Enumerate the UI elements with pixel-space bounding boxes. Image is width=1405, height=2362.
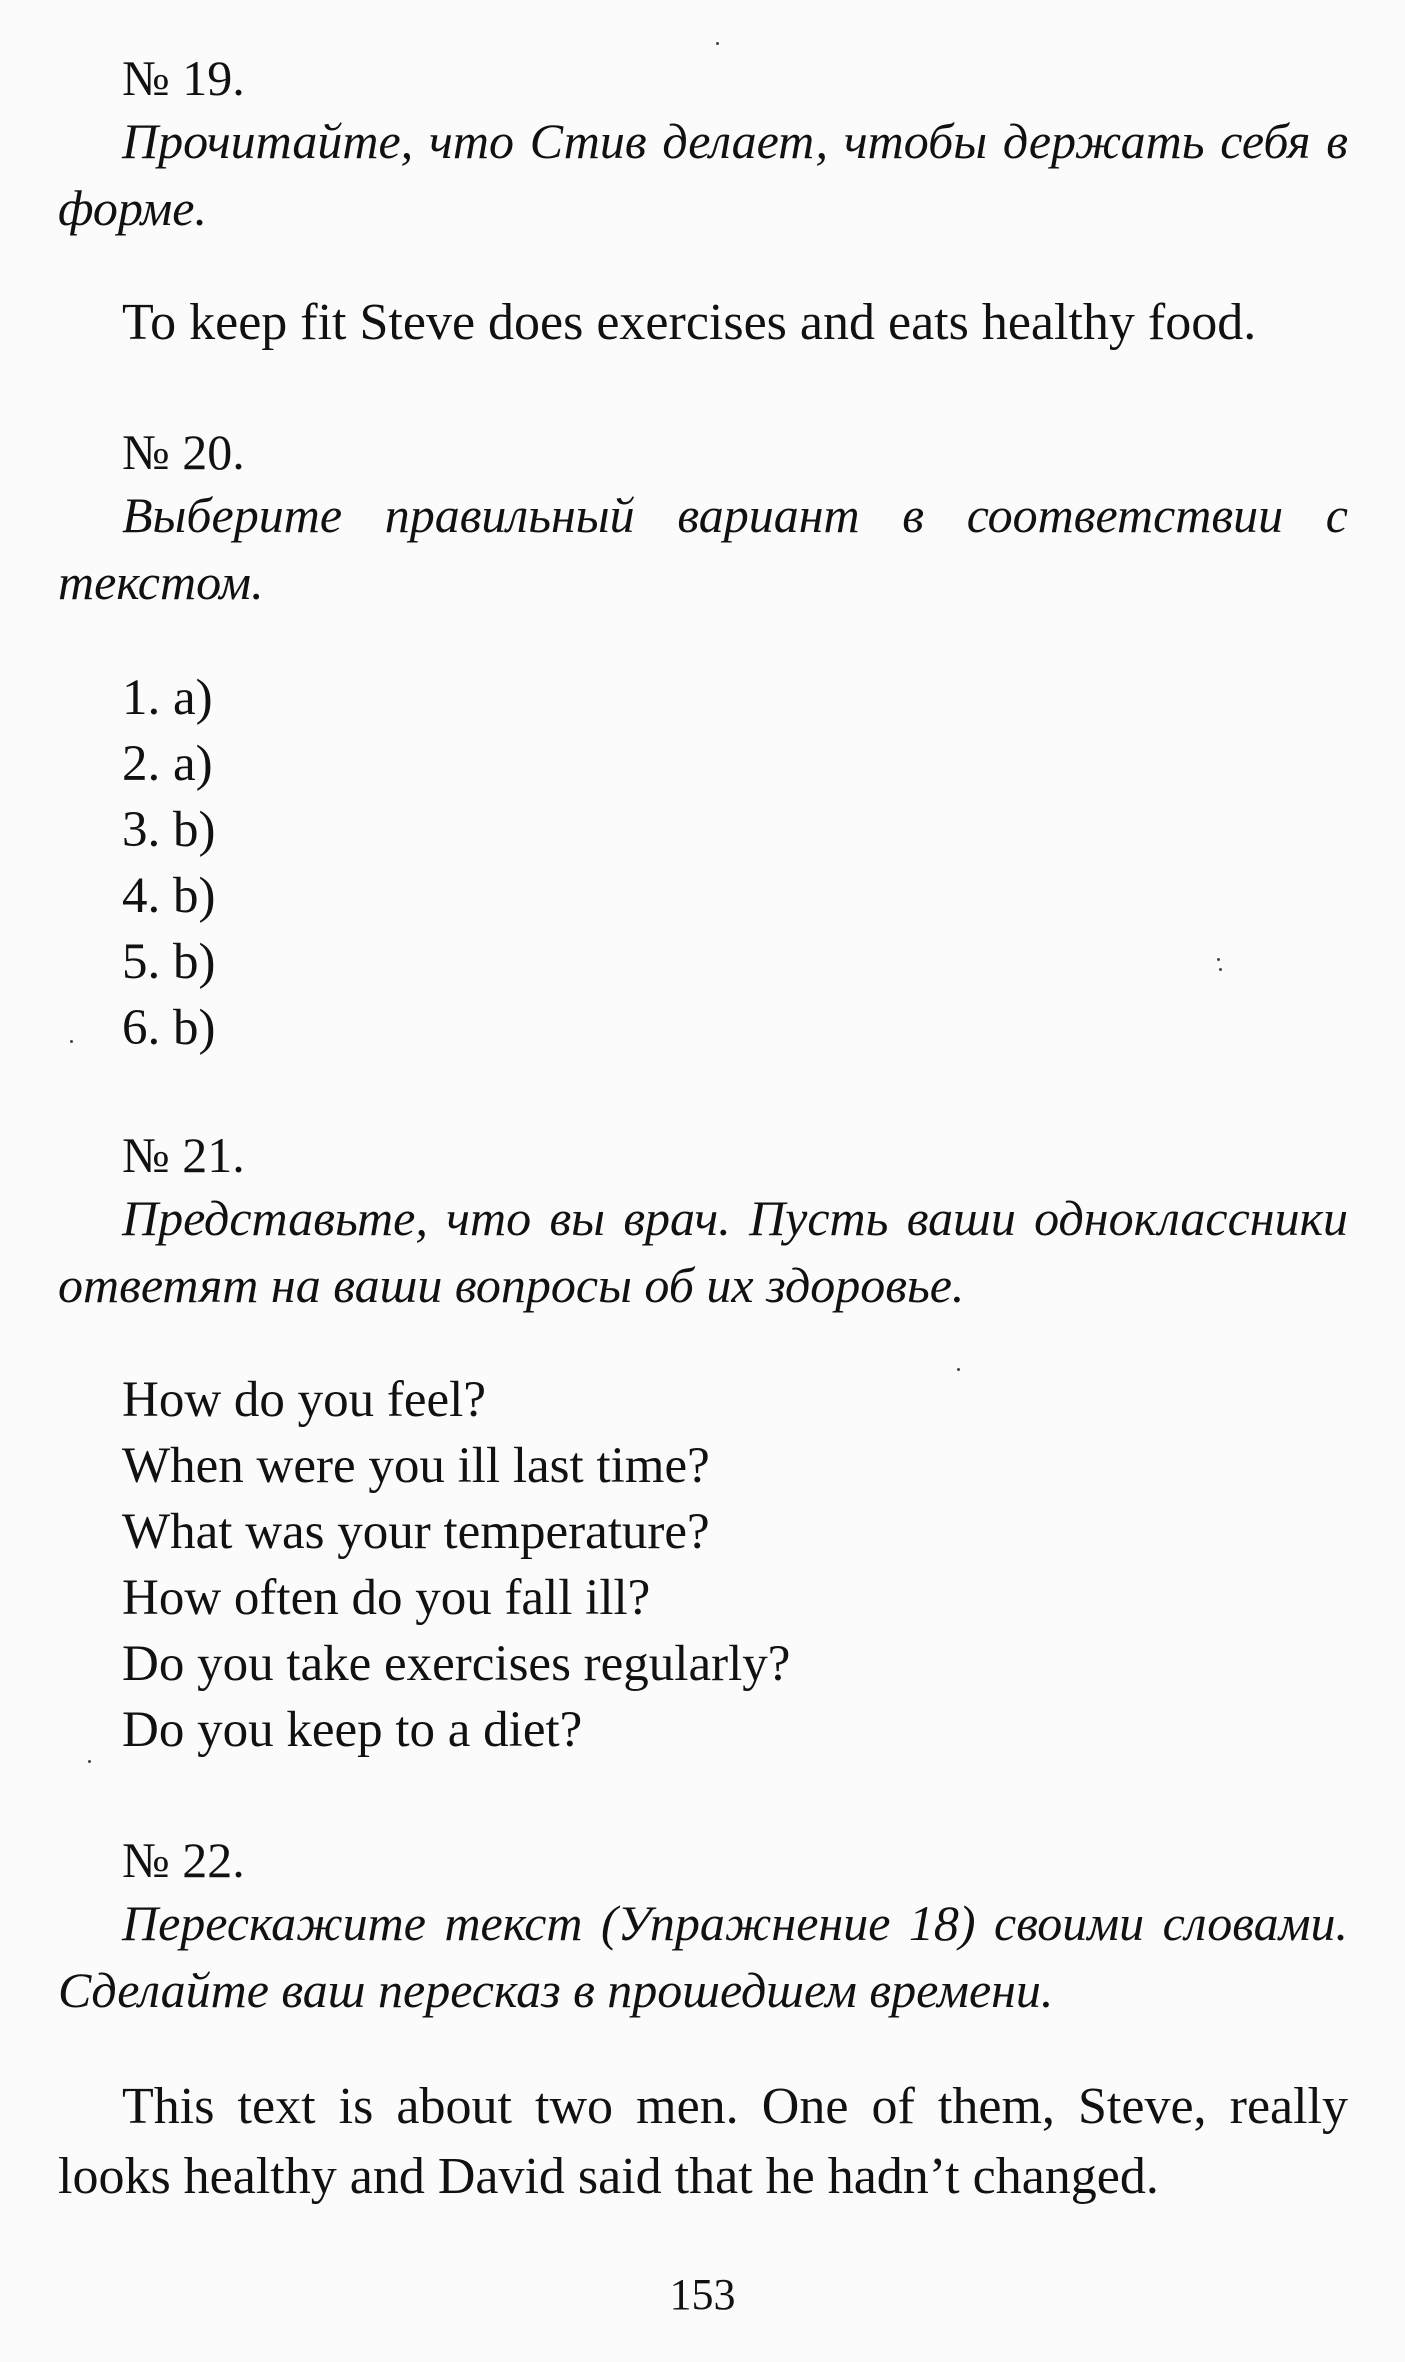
scan-speck <box>70 1040 73 1043</box>
list-item: 6. b) <box>122 1000 216 1056</box>
exercise-21-number: № 21. <box>122 1127 245 1183</box>
scan-speck <box>957 1368 960 1371</box>
list-item: 4. b) <box>122 868 216 924</box>
list-item: How often do you fall ill? <box>122 1570 651 1626</box>
exercise-21-questions <box>58 1367 1348 1763</box>
list-item: How do you feel? <box>122 1372 486 1428</box>
exercise-19-answer: To keep fit Steve does exercises and eats healthy food. <box>122 294 1257 351</box>
list-item: 3. b) <box>122 802 216 858</box>
exercise-22-answer-block <box>58 2072 1348 2212</box>
scan-speck <box>88 1760 91 1763</box>
exercise-19-answer-block <box>58 288 1348 358</box>
exercise-22-number: № 22. <box>122 1832 245 1888</box>
exercise-20 <box>58 422 1348 616</box>
exercise-19-instruction: Прочитайте, что Стив делает, чтобы держать себя в форме. <box>58 113 1348 236</box>
exercise-20-answers <box>58 665 1348 1061</box>
list-item: What was your temperature? <box>122 1504 710 1560</box>
list-item: 2. a) <box>122 736 213 792</box>
exercise-19-number: № 19. <box>122 50 245 106</box>
exercise-20-instruction: Выберите правильный вариант в соответствии с текстом. <box>58 487 1348 610</box>
scan-speck <box>1217 958 1220 961</box>
exercise-22-instruction: Перескажите текст (Упражнение 18) своими словами. Сделайте ваш пересказ в прошедшем времени. <box>58 1895 1348 2018</box>
scan-speck <box>716 42 719 45</box>
list-item: Do you take exercises regularly? <box>122 1636 791 1692</box>
exercise-21-instruction: Представьте, что вы врач. Пусть ваши одноклассники ответят на ваши вопросы об их здоровье. <box>58 1190 1348 1313</box>
page-number: 153 <box>669 2270 736 2319</box>
answer-list <box>58 665 1348 1061</box>
scan-speck <box>1219 968 1222 971</box>
exercise-22 <box>58 1830 1348 2024</box>
question-list <box>58 1367 1348 1763</box>
list-item: 5. b) <box>122 934 216 990</box>
list-item: 1. a) <box>122 670 213 726</box>
list-item: Do you keep to a diet? <box>122 1702 583 1758</box>
exercise-21 <box>58 1125 1348 1319</box>
exercise-22-answer: This text is about two men. One of them, Steve, really looks healthy and David said that he hadn’t changed. <box>58 2078 1348 2205</box>
exercise-19 <box>58 48 1348 242</box>
exercise-20-number: № 20. <box>122 424 245 480</box>
list-item: When were you ill last time? <box>122 1438 710 1494</box>
